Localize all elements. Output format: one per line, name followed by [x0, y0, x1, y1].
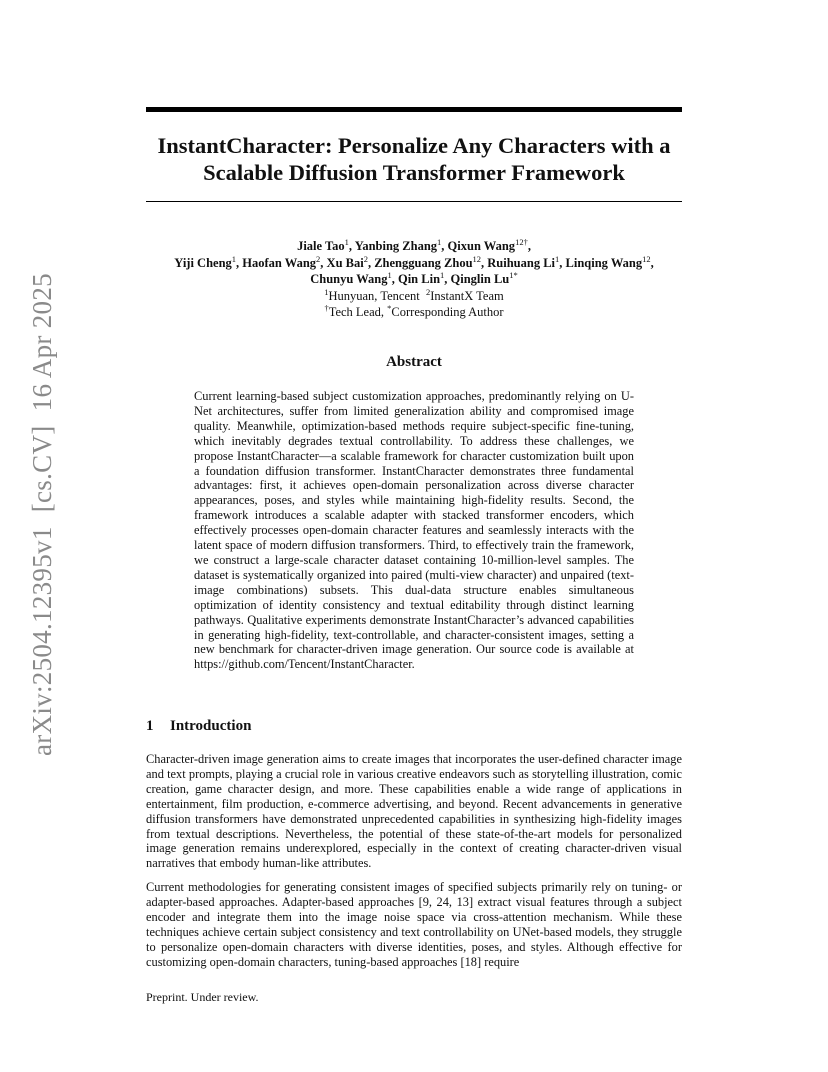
author-affiliation: 1	[387, 270, 392, 280]
abstract-heading: Abstract	[386, 354, 442, 370]
title-line-2: Scalable Diffusion Transformer Framework	[203, 160, 625, 185]
section-heading	[146, 718, 251, 735]
author-row-3: Chunyu Wang$^1$, Qin Lin$^1$, Qinglin $Lu^{1*}$	[310, 270, 518, 286]
affiliation-1: Hunyuan, Tencent	[328, 288, 420, 303]
author-name: Linqing Wang	[565, 255, 643, 270]
role-tech-lead: Tech Lead,	[328, 305, 385, 319]
page-footer: Preprint. Under review.	[146, 990, 259, 1004]
author-affiliation: 1	[440, 270, 445, 280]
intro-paragraph-2: Current methodologies for generating consistent images of specified subjects primarily rely on tuning- or adapter-based approaches. Adapter-based approaches [9, 24, 13] extract visual features through a subject encoder and integrate them into the image noise space via cross-attention mechanism. While these techniques achieve certain subject consistency and text controllability on UNet-based models, they struggle to personalize open-domain characters with diverse identities, poses, and styles. Although effective for customizing open-domain characters, tuning-based approaches [18] require	[146, 880, 682, 969]
author-affiliation: 1	[437, 237, 442, 247]
author-affiliation: 12	[472, 253, 482, 264]
author-name: Qixun Wang	[447, 239, 516, 253]
title-rule	[146, 201, 682, 202]
author-name: Ruihuang Li	[487, 255, 556, 270]
affiliations: $^1$Hunyuan, Tencent $^2$InstantX Team	[324, 286, 504, 303]
author-name: Zhengguang Zhou	[374, 255, 473, 270]
author-roles: †Tech Lead, *Corresponding Author	[324, 303, 504, 319]
author-name: Yanbing Zhang	[354, 239, 438, 253]
arxiv-identifier: arXiv:2504.12395v1 [cs.CV] 16 Apr 2025	[27, 273, 57, 756]
author-affiliation: 1	[344, 237, 349, 247]
author-row-1: Jiale Tao$^1$, Yanbing Zhang$^1$, Qixun Wang$^{12\dagger}$,	[297, 237, 531, 253]
author-block	[120, 238, 708, 321]
author-row-2: Yiji Cheng$^1$, Haofan Wang$^2$, Xu Bai$^2$, Zhengguang Zhou$^{12}$, Ruihuang Li$^1$, Linqing Wang$^{12}$,	[174, 253, 654, 270]
section-title: Introduction	[170, 718, 252, 734]
author-name: Chunyu Wang	[310, 272, 388, 286]
abstract-body: Current learning-based subject customization approaches, predominantly relying on U-Net architectures, suffer from limited generalization ability and compromised image quality. Meanwhile, optimization-based methods require subject-specific fine-tuning, which inevitably degrades textual controllability. To address these challenges, we propose InstantCharacter—a scalable framework for character customization built upon a foundation diffusion transformer. InstantCharacter demonstrates three fundamental advantages: first, it achieves open-domain personalization across diverse character appearances, poses, and styles while maintaining high-fidelity results. Second, the framework introduces a scalable adapter with stacked transformer encoders, which effectively processes open-domain character features and seamlessly interacts with the latent space of modern diffusion transformers. Third, to effectively train the framework, we construct a large-scale character dataset containing 10-million-level samples. The dataset is systematically organized into paired (multi-view character) and unpaired (text-image combinations) subsets. This dual-data structure enables simultaneous optimization of identity consistency and textual editability through distinct learning pathways. Qualitative experiments demonstrate InstantCharacter’s advanced capabilities in generating high-fidelity, text-controllable, and character-consistent images, setting a new benchmark for character-driven image generation. Our source code is available at https://github.com/Tencent/InstantCharacter.	[194, 389, 634, 672]
author-affiliation: 1	[555, 253, 560, 264]
author-affiliation: 12†	[515, 237, 528, 247]
author-name: Qin Lin	[397, 272, 441, 286]
author-affiliation: 2	[316, 253, 321, 264]
section-number: 1	[146, 718, 154, 734]
author-affiliation: 1	[231, 253, 237, 264]
author-affiliation: 1*	[509, 270, 518, 280]
intro-paragraph-1: Character-driven image generation aims to create images that incorporates the user-defined character image and text prompts, playing a crucial role in various creative endeavors such as storytelling illustration, comic creation, game character design, and more. These capabilities enable a wide range of applications in entertainment, film production, e-commerce advertising, and beyond. Recent advancements in generative diffusion transformers have demonstrated unprecedented capabilities in synthesizing high-fidelity images from textual descriptions. Nevertheless, the potential of these state-of-the-art models for personalized image generation remains underexplored, especially in the context of creating character-driven visual narratives that embody human-like attributes.	[146, 752, 682, 871]
author-affiliation: 12	[642, 253, 651, 264]
affiliation-2: InstantX Team	[430, 288, 504, 303]
paper-title	[146, 132, 682, 186]
author-name: Haofan Wang	[242, 255, 317, 270]
author-name: Qinglin Lu	[450, 272, 510, 286]
role-corresponding: Corresponding Author	[391, 305, 504, 319]
author-affiliation: 2	[363, 253, 368, 264]
top-rule	[146, 107, 682, 112]
author-name: Jiale Tao	[297, 239, 345, 253]
author-name: Yiji Cheng	[174, 255, 232, 270]
author-name: Xu Bai	[326, 255, 364, 270]
title-line-1: InstantCharacter: Personalize Any Characters with a	[157, 133, 671, 158]
